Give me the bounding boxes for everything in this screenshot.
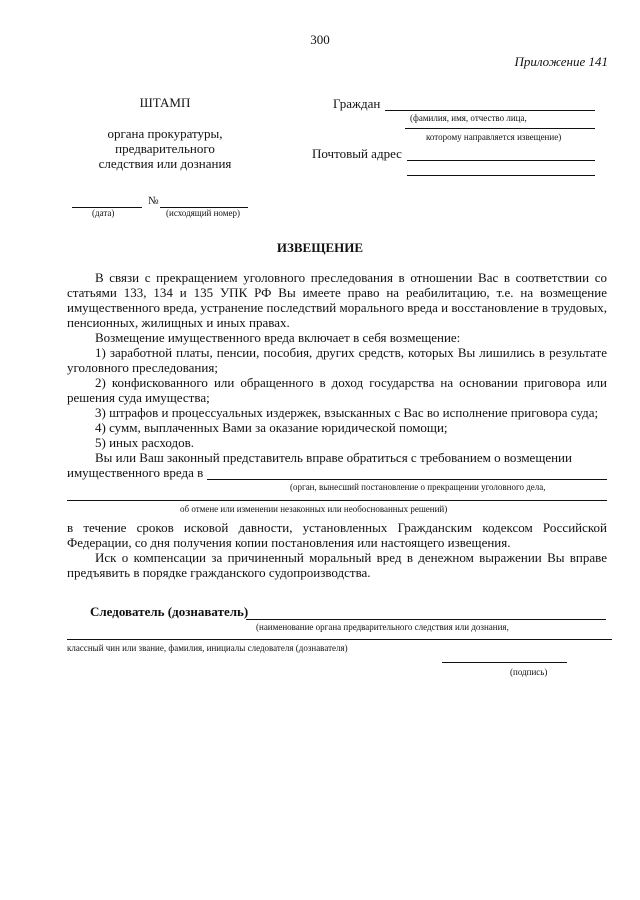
rank-line[interactable]	[67, 639, 612, 640]
paragraph-term: в течение сроков исковой давности, установленных Гражданским кодексом Российской Федерации, со дня получения копии постановления или настоящего извещения.	[67, 520, 607, 550]
paragraph-includes: Возмещение имущественного вреда включает в себя возмещение:	[95, 330, 461, 345]
investigator-label: Следователь (дознаватель)	[90, 604, 249, 619]
list-item-5: 5) иных расходов.	[95, 435, 194, 450]
hint-to-whom: которому направляется извещение)	[426, 132, 562, 142]
document-title: ИЗВЕЩЕНИЕ	[276, 240, 364, 255]
address-label: Почтовый адрес	[312, 146, 402, 161]
citizen-label: Граждан	[333, 96, 381, 111]
citizen-line[interactable]	[385, 110, 595, 111]
list-item-2: 2) конфискованного или обращенного в доход государства на основании приговора или решения суда имущества;	[67, 375, 607, 405]
signature-line[interactable]	[442, 662, 567, 663]
paragraph-claim: Вы или Ваш законный представитель вправе обратиться с требованием о возмещении	[95, 450, 572, 465]
citizen-line-2[interactable]	[405, 128, 595, 129]
address-line-2[interactable]	[407, 175, 595, 176]
hint-cancel: об отмене или изменении незаконных или необоснованных решений)	[180, 504, 448, 514]
list-item-4: 4) сумм, выплаченных Вами за оказание юридической помощи;	[95, 420, 448, 435]
stamp-line-2: предварительного	[115, 141, 215, 156]
date-hint: (дата)	[92, 208, 115, 218]
stamp-block	[75, 95, 255, 171]
investigator-line[interactable]	[246, 619, 606, 620]
number-sign: №	[148, 195, 159, 207]
stamp-line-1: органа прокуратуры,	[107, 126, 223, 141]
body-text-2	[67, 520, 607, 580]
paragraph-moral: Иск о компенсации за причиненный моральный вред в денежном выражении Вы вправе предъявить в порядке гражданского судопроизводства.	[67, 550, 607, 580]
cancel-line[interactable]	[67, 500, 607, 501]
appendix-label: Приложение 141	[514, 54, 608, 69]
stamp-line-3: следствия или дознания	[98, 156, 232, 171]
organ-line[interactable]	[207, 479, 607, 480]
hint-name: (фамилия, имя, отчество лица,	[410, 113, 527, 123]
list-item-3: 3) штрафов и процессуальных издержек, взысканных с Вас во исполнение приговора суда;	[95, 405, 599, 420]
body-text	[67, 270, 607, 465]
hint-signature: (подпись)	[510, 667, 548, 677]
hint-investigator-organ: (наименование органа предварительного следствия или дознания,	[256, 622, 509, 632]
claim-line-2: имущественного вреда в	[67, 465, 204, 480]
hint-organ: (орган, вынесший постановление о прекращении уголовного дела,	[290, 482, 546, 492]
outgoing-hint: (исходящий номер)	[166, 208, 240, 218]
paragraph-rehabilitation: В связи с прекращением уголовного преследования в отношении Вас в соответствии со статьями 133, 134 и 135 УПК РФ Вы имеете право на реабилитацию, т.е. на возмещение имущественного вреда, устранение последствий морального вреда и восстановление в трудовых, пенсионных, жилищных и иных правах.	[67, 270, 607, 330]
address-line-1[interactable]	[407, 160, 595, 161]
page-number: 300	[310, 32, 330, 47]
stamp-title: ШТАМП	[139, 95, 191, 110]
hint-rank: классный чин или звание, фамилия, инициалы следователя (дознавателя)	[67, 643, 348, 653]
list-item-1: 1) заработной платы, пенсии, пособия, других средств, которых Вы лишились в результате уголовного преследования;	[67, 345, 607, 375]
